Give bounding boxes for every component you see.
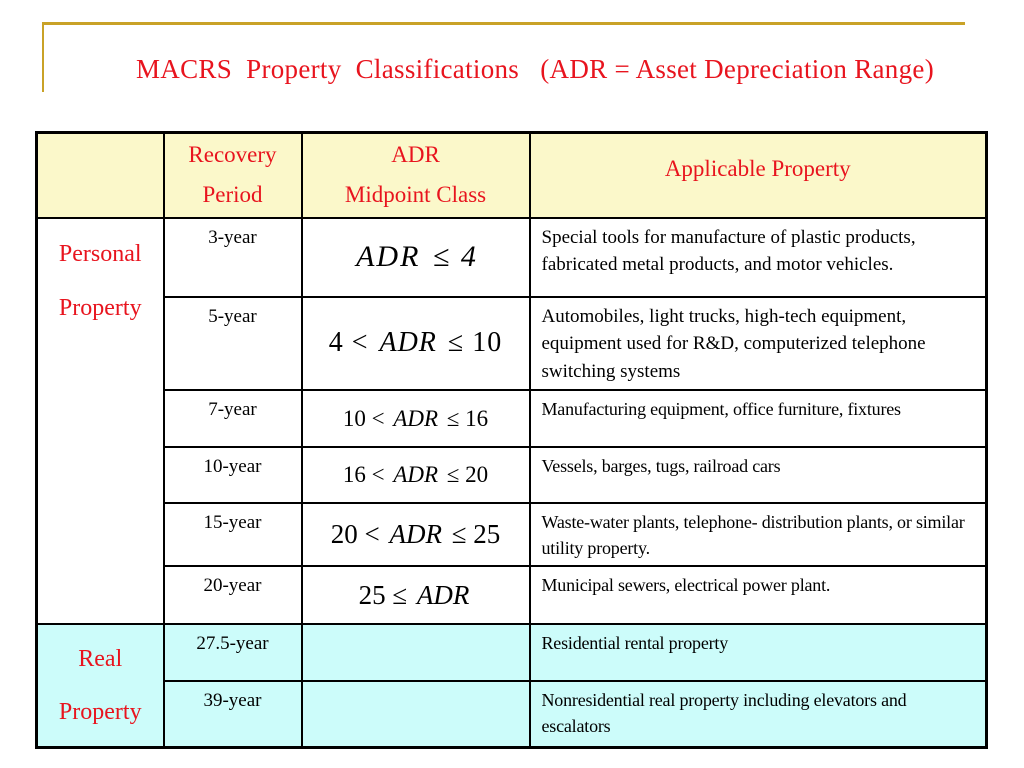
adr-formula-cell — [302, 390, 530, 447]
adr-post: ≤ 20 — [441, 462, 489, 488]
real-label-line2: Property — [58, 698, 142, 725]
property-cell — [530, 390, 987, 447]
property-text: Manufacturing equipment, office furniture, fixtures — [541, 399, 901, 420]
adr-post: ≤ 25 — [444, 519, 501, 550]
header-applicable-label: Applicable Property — [664, 156, 851, 182]
header-row — [37, 133, 987, 218]
slide-title: MACRS Property Classifications (ADR = Asset Depreciation Range) — [136, 54, 934, 84]
adr-post: ≤ 4 — [423, 240, 478, 273]
adr-formula-cell-empty — [302, 624, 530, 681]
period-label: 7-year — [208, 399, 257, 421]
period-label: 39-year — [203, 690, 262, 712]
property-cell — [530, 297, 987, 391]
adr-formula-cell — [302, 566, 530, 624]
property-cell — [530, 447, 987, 503]
property-text: Waste-water plants, telephone- distribution plants, or similar utility property. — [541, 512, 965, 559]
period-cell — [164, 218, 302, 297]
real-label-line1: Real — [78, 645, 123, 672]
adr-variable: ADR — [393, 462, 439, 488]
period-label: 27.5-year — [196, 633, 269, 655]
period-label: 5-year — [208, 305, 257, 327]
gold-left-rule — [42, 22, 44, 92]
adr-variable: ADR — [356, 240, 421, 273]
adr-post: ≤ 10 — [439, 327, 503, 359]
property-cell — [530, 566, 987, 624]
header-adr-midpoint-class — [302, 133, 530, 218]
header-adr-line1: ADR — [391, 142, 440, 167]
property-text: Nonresidential real property including elevators and escalators — [541, 690, 907, 737]
table-row-10-year — [37, 447, 987, 503]
period-cell — [164, 390, 302, 447]
real-property-label — [37, 624, 164, 747]
period-cell — [164, 624, 302, 681]
personal-property-label — [37, 218, 164, 625]
adr-variable: ADR — [393, 405, 439, 431]
adr-formula-cell — [302, 447, 530, 503]
adr-pre: 16 < — [342, 462, 391, 488]
macrs-classification-table — [35, 131, 988, 749]
adr-variable: ADR — [416, 579, 470, 610]
period-label: 3-year — [208, 226, 257, 248]
adr-variable: ADR — [389, 519, 442, 550]
period-label: 15-year — [203, 512, 262, 534]
property-cell — [530, 624, 987, 681]
table-row-3-year — [37, 218, 987, 297]
gold-top-rule — [42, 22, 965, 25]
table-row-20-year — [37, 566, 987, 624]
adr-post: ≤ 16 — [441, 405, 489, 431]
period-cell — [164, 447, 302, 503]
table-row-7-year — [37, 390, 987, 447]
property-text: Residential rental property — [541, 633, 729, 654]
header-empty-cell — [37, 133, 164, 218]
adr-formula-cell — [302, 297, 530, 391]
header-recovery-line1: Recovery — [188, 142, 277, 167]
table-row-27-5-year — [37, 624, 987, 681]
property-cell — [530, 681, 987, 747]
property-cell — [530, 218, 987, 297]
personal-label-line1: Personal — [58, 240, 142, 267]
adr-pre: 25 ≤ — [358, 579, 414, 610]
period-cell — [164, 297, 302, 391]
header-recovery-line2: Period — [202, 182, 263, 208]
period-cell — [164, 681, 302, 747]
property-text: Vessels, barges, tugs, railroad cars — [541, 456, 781, 477]
table-row-5-year — [37, 297, 987, 391]
period-cell — [164, 566, 302, 624]
adr-pre: 10 < — [342, 405, 391, 431]
header-applicable-property — [530, 133, 987, 218]
adr-formula-cell-empty — [302, 681, 530, 747]
adr-formula-cell — [302, 503, 530, 566]
header-recovery-period — [164, 133, 302, 218]
period-label: 20-year — [203, 575, 262, 597]
adr-pre: 4 < — [328, 327, 377, 359]
property-text: Municipal sewers, electrical power plant. — [541, 575, 831, 596]
property-cell — [530, 503, 987, 566]
property-text: Automobiles, light trucks, high-tech equipment, equipment used for R&D, computerized telephone switching systems — [541, 305, 926, 382]
adr-formula-cell — [302, 218, 530, 297]
table-row-39-year — [37, 681, 987, 747]
adr-pre: 20 < — [330, 519, 387, 550]
period-label: 10-year — [203, 456, 262, 478]
personal-label-line2: Property — [58, 294, 142, 321]
table-row-15-year — [37, 503, 987, 566]
adr-variable: ADR — [379, 327, 437, 359]
property-text: Special tools for manufacture of plastic products, fabricated metal products, and motor vehicles. — [541, 226, 916, 276]
header-adr-line2: Midpoint Class — [344, 182, 487, 208]
period-cell — [164, 503, 302, 566]
